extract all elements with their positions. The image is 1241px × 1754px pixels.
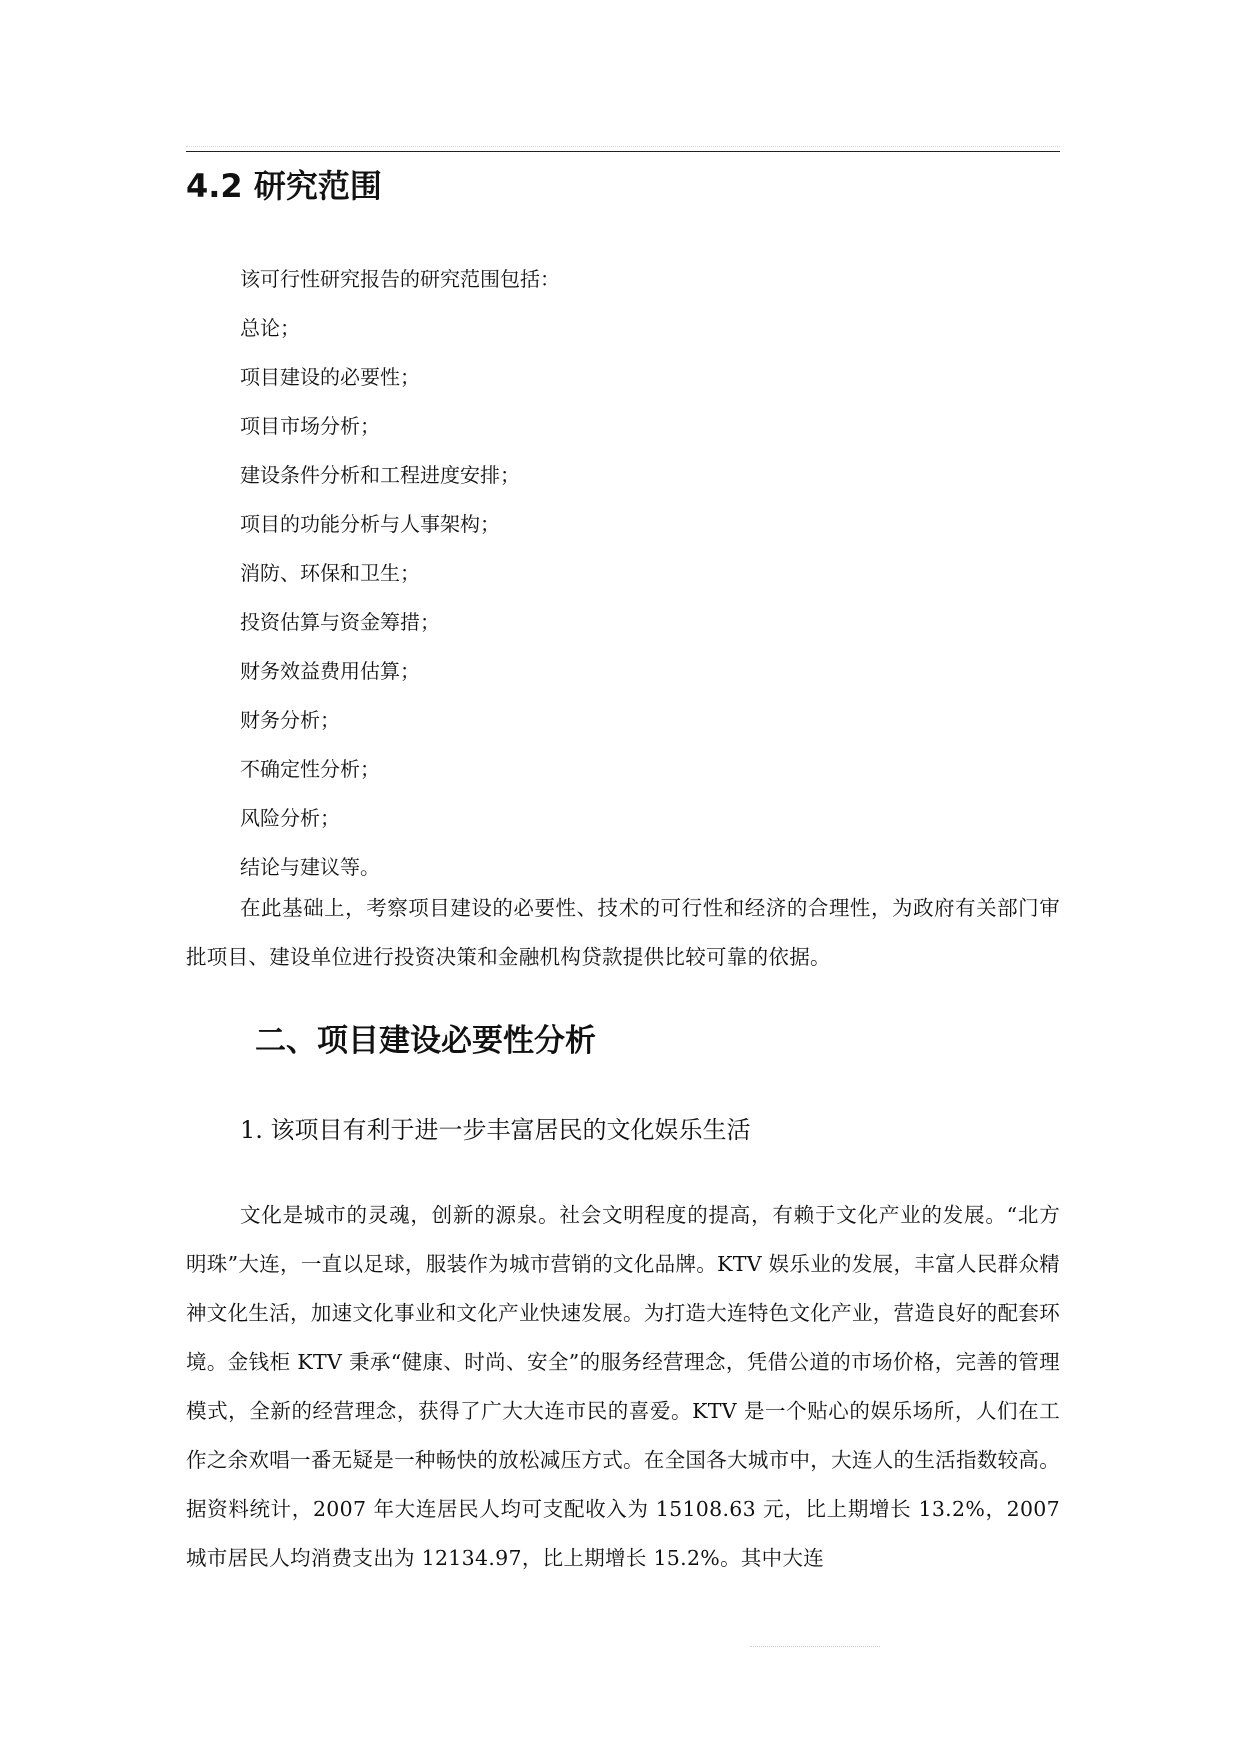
footer-faint-mark (750, 1646, 880, 1647)
chapter-title: 二、项目建设必要性分析 (255, 1023, 596, 1059)
scope-item: 项目的功能分析与人事架构； (240, 512, 500, 536)
subsection-title: 1. 该项目有利于进一步丰富居民的文化娱乐生活 (240, 1116, 751, 1144)
header-rule (186, 151, 1060, 152)
scope-item: 结论与建议等。 (240, 855, 380, 879)
header-faint-line (186, 146, 1060, 147)
section-title: 4.2 研究范围 (186, 167, 382, 205)
scope-item: 项目市场分析； (240, 414, 380, 438)
scope-item: 项目建设的必要性； (240, 365, 420, 389)
scope-item: 财务分析； (240, 708, 340, 732)
scope-item: 消防、环保和卫生； (240, 561, 420, 585)
scope-item: 财务效益费用估算； (240, 659, 420, 683)
basis-paragraph: 在此基础上，考察项目建设的必要性、技术的可行性和经济的合理性，为政府有关部门审批项目、建设单位进行投资决策和金融机构贷款提供比较可靠的依据。 (186, 896, 1060, 969)
scope-item: 不确定性分析； (240, 757, 380, 781)
scope-item: 投资估算与资金筹措； (240, 610, 440, 634)
scope-item: 建设条件分析和工程进度安排； (240, 463, 520, 487)
culture-paragraph: 文化是城市的灵魂，创新的源泉。社会文明程度的提高，有赖于文化产业的发展。“北方明珠”大连，一直以足球，服装作为城市营销的文化品牌。KTV 娱乐业的发展，丰富人民群众精神文化生活，加速文化事业和文化产业快速发展。为打造大连特色文化产业，营造良好的配套环境。金钱柜 KTV 秉承“健康、时尚、安全”的服务经营理念，凭借公道的市场价格，完善的管理模式，全新的经营理念，获得了广大大连市民的喜爱。KTV 是一个贴心的娱乐场所，人们在工作之余欢唱一番无疑是一种畅快的放松减压方式。在全国各大城市中，大连人的生活指数较高。据资料统计，2007 年大连居民人均可支配收入为 15108.63 元，比上期增长 13.2%，2007 城市居民人均消费支出为 12134.97，比上期增长 15.2%。其中大连 (186, 1203, 1060, 1570)
scope-list (240, 255, 560, 892)
scope-item: 总论； (240, 316, 300, 340)
scope-item: 风险分析； (240, 806, 340, 830)
scope-intro: 该可行性研究报告的研究范围包括： (240, 267, 560, 291)
